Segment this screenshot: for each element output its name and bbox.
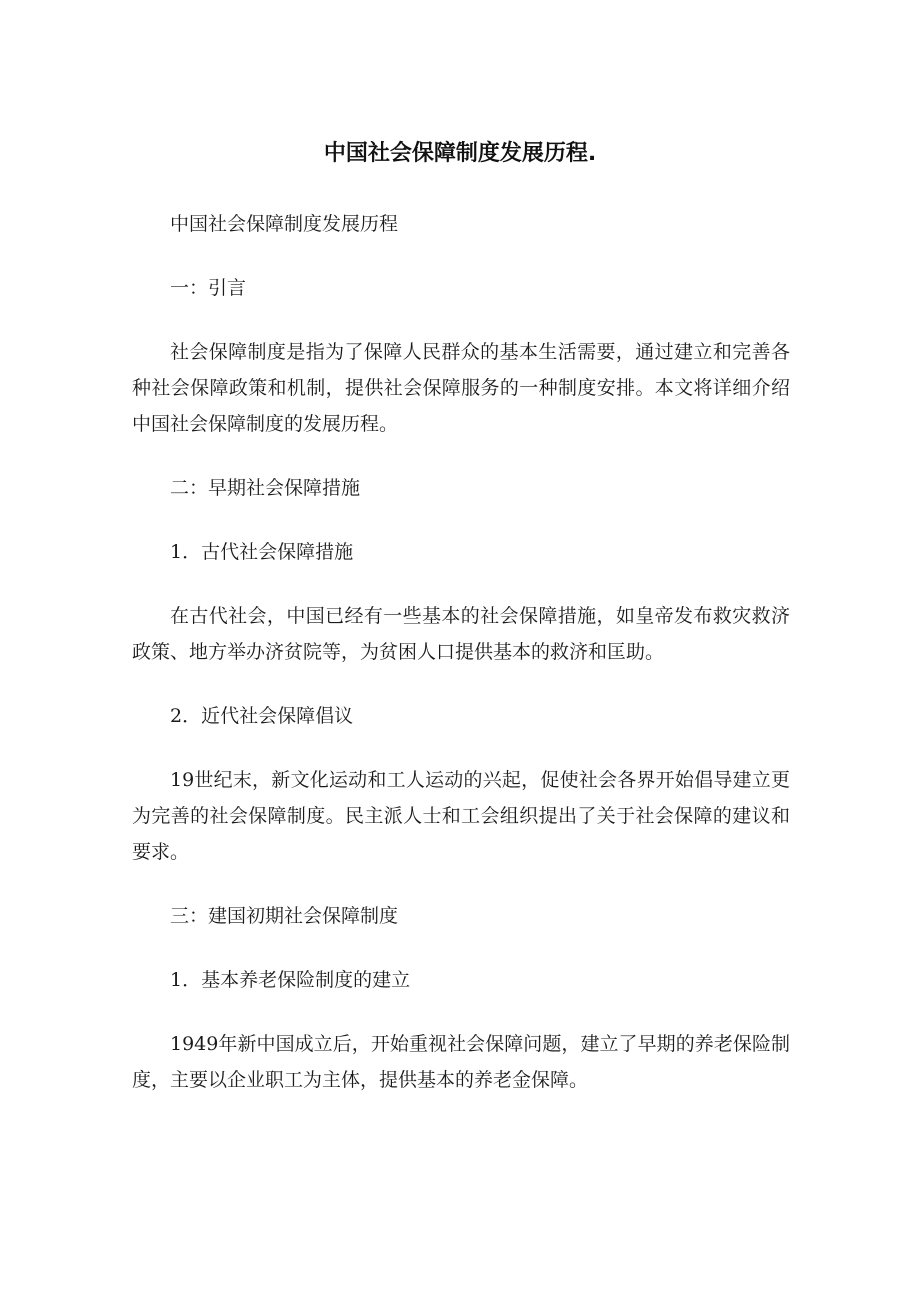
subsection-heading-ancient-measures: 1．古代社会保障措施 bbox=[170, 541, 354, 563]
section-heading-early-measures: 二：早期社会保障措施 bbox=[170, 477, 361, 499]
subsection-heading-modern-advocacy: 2．近代社会保障倡议 bbox=[170, 705, 354, 727]
subtitle-paragraph: 中国社会保障制度发展历程 bbox=[170, 213, 399, 235]
document-body bbox=[132, 206, 790, 1126]
section-heading-introduction: 一：引言 bbox=[170, 277, 247, 299]
body-paragraph: 19世纪末，新文化运动和工人运动的兴起，促使社会各界开始倡导建立更为完善的社会保障制度。民主派人士和工会组织提出了关于社会保障的建议和要求。 bbox=[132, 769, 790, 863]
section-heading-early-prc-system: 三：建国初期社会保障制度 bbox=[170, 905, 399, 927]
body-paragraph: 1949年新中国成立后，开始重视社会保障问题，建立了早期的养老保险制度，主要以企业职工为主体，提供基本的养老金保障。 bbox=[132, 1033, 790, 1091]
body-paragraph: 在古代社会，中国已经有一些基本的社会保障措施，如皇帝发布救灾救济政策、地方举办济贫院等，为贫困人口提供基本的救济和匡助。 bbox=[132, 605, 790, 663]
document-title: 中国社会保障制度发展历程. bbox=[323, 141, 597, 166]
body-paragraph: 社会保障制度是指为了保障人民群众的基本生活需要，通过建立和完善各种社会保障政策和机制，提供社会保障服务的一种制度安排。本文将详细介绍中国社会保障制度的发展历程。 bbox=[132, 341, 790, 435]
subsection-heading-pension-insurance: 1．基本养老保险制度的建立 bbox=[170, 969, 411, 991]
